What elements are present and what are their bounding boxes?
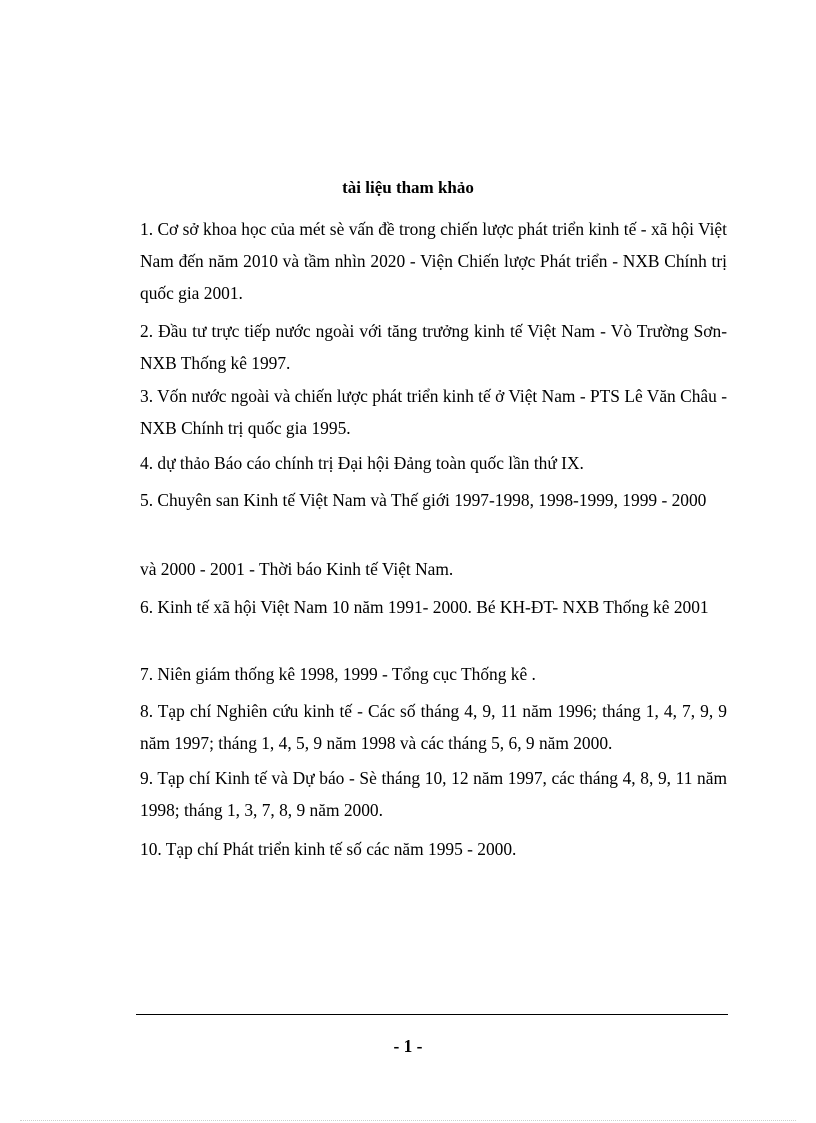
reference-item-9: 9. Tạp chí Kinh tế và Dự báo - Sè tháng 10, 12 năm 1997, các tháng 4, 8, 9, 11 năm 1998; tháng 1, 3, 7, 8, 9 năm 2000. <box>140 768 727 820</box>
reference-item-6: 6. Kinh tế xã hội Việt Nam 10 năm 1991- 2000. Bé KH-ĐT- NXB Thống kê 2001 <box>140 597 709 617</box>
reference-item-4: 4. dự thảo Báo cáo chính trị Đại hội Đảng toàn quốc lần thứ IX. <box>140 453 584 473</box>
reference-item-1: 1. Cơ sở khoa học của mét sè vấn đề trong chiến lược phát triển kinh tế - xã hội Việt Nam đến năm 2010 và tầm nhìn 2020 - Viện Chiến lược Phát triển - NXB Chính trị quốc gia 2001. <box>140 219 727 303</box>
reference-item-3: 3. Vốn nước ngoài và chiến lược phát triển kinh tế ở Việt Nam - PTS Lê Văn Châu - NXB Chính trị quốc gia 1995. <box>140 386 727 438</box>
reference-item-5: 5. Chuyên san Kinh tế Việt Nam và Thế giới 1997-1998, 1998-1999, 1999 - 2000 <box>140 490 707 510</box>
reference-item-7: 7. Niên giám thống kê 1998, 1999 - Tổng cục Thống kê . <box>140 664 536 684</box>
reference-item-2: 2. Đầu tư trực tiếp nước ngoài với tăng trưởng kinh tế Việt Nam - Vò Trường Sơn- NXB Thống kê 1997. <box>140 321 727 373</box>
reference-item-8: 8. Tạp chí Nghiên cứu kinh tế - Các số tháng 4, 9, 11 năm 1996; tháng 1, 4, 7, 9, 9 năm 1997; tháng 1, 4, 5, 9 năm 1998 và các tháng 5, 6, 9 năm 2000. <box>140 701 727 753</box>
reference-item-10: 10. Tạp chí Phát triển kinh tế số các năm 1995 - 2000. <box>140 839 517 859</box>
page-edge-divider <box>20 1120 796 1121</box>
footer-divider <box>136 1014 728 1015</box>
document-title: tài liệu tham khảo <box>342 178 474 197</box>
page-number: - 1 - <box>393 1036 423 1056</box>
reference-item-5-continuation: và 2000 - 2001 - Thời báo Kinh tế Việt Nam. <box>140 559 454 579</box>
